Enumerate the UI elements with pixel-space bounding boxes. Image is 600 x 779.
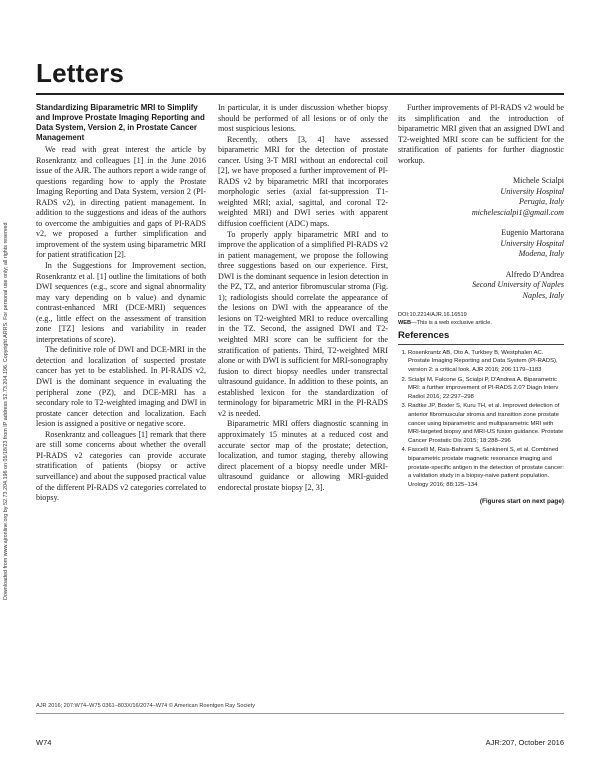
author-email[interactable]: michelescialpi1@gmail.com [471, 207, 564, 217]
reference-item: 2. Scialpi M, Falcone G, Scialpi P, D'Andrea A. Biparametric MRI: a further improvement of PI-RADS 2.0? Diagn Interv Radiol 2016; 22:297–298 [408, 376, 564, 402]
doi-block [398, 311, 564, 327]
footer-rule [36, 713, 564, 714]
reference-item: 1. Rosenkrantz AB, Oto A, Turkbey B, Westphalen AC. Prostate Imaging Reporting and Data System (PI-RADS), version 2: a critical look. AJR 2016; 206:1179–1183 [408, 349, 564, 375]
download-watermark [3, 130, 15, 600]
author-signature [398, 176, 564, 218]
paragraph: To properly apply biparametric MRI and to improve the application of a simplified PI-RADS v2 in patient management, we propose the following three suggestions based on our experience. First, DWI is the dominant sequence in lesion detection in the PZ, TZ, and anterior fibromuscular stroma (Fig. 1); radiologists should correlate the appearance of the lesions on DWI with the appearance of the lesions on T2-weighted MRI to reduce overcalling in the TZ. Second, the assigned DWI and T2-weighted MRI score can be sufficient for the stratification of patients. Third, T2-weighted MRI alone or with DWI is sufficient for MRI-sonography fusion to direct biopsy needles under transrectal ultrasound guidance. In addition to these points, an established lexicon for the standardization of terminology for biparametric MRI in the PI-RADS v2 is needed. [218, 229, 389, 418]
column-3 [398, 103, 564, 508]
paragraph: Biparametric MRI offers diagnostic scanning in approximately 15 minutes at a reduced cost and accurate sector map of the prostate; detection, localization, and tumor staging, thereby allowing direct placement of a biopsy needle under MRI-ultrasound guidance or allowing MRI-guided endorectal prostate biopsy [2, 3]. [218, 419, 388, 492]
web-text: —This is a web exclusive article. [411, 320, 492, 327]
author-name: Alfredo D'Andrea [505, 269, 564, 279]
paragraph: We read with great interest the article by Rosenkrantz and colleagues [1] in the June 2016 issue of the AJR. The authors report a wide range of questions regarding how to apply the Prostate Imaging Reporting and Data System, version 2 (PI-RADS v2), in directing patient management. In addition to the suggestions and ideas of the authors to overcome the ambiguities and gaps of PI-RADS v2, we proposed a further simplification and improvement of the system using biparametric MRI for patient stratification [2]. [36, 145, 206, 260]
doi-text[interactable]: DOI:10.2214/AJR.16.16519 [398, 312, 467, 319]
author-city: Naples, Italy [522, 290, 564, 300]
author-name: Michele Scialpi [512, 176, 564, 186]
column-1 [36, 103, 206, 504]
author-institution: University Hospital [500, 238, 564, 248]
paragraph: In the Suggestions for Improvement section, Rosenkrantz et al. [1] outline the limitations of both DWI sequences (e.g., score and signal abnormality may vary depending on b value) and dynamic contrast-enhanced MRI (DCE-MRI) sequences (e.g., little effect on the assessment of transition zone [TZ] lesions and variability in reader interpretations of score). [36, 261, 206, 344]
author-institution: Second University of Naples [472, 280, 564, 290]
paragraph: Rosenkrantz and colleagues [1] remark that there are still some concerns about whether the overall PI-RADS v2 categories can provide accurate stratification of patients (biopsy or active surveillance) and about the supposed practical value of the different PI-RADS v2 categories correlated to biopsy. [36, 429, 206, 503]
author-city: Modena, Italy [518, 249, 564, 259]
section-heading: Letters [36, 58, 125, 88]
web-label: WEB [398, 320, 412, 327]
author-signature [398, 270, 564, 302]
author-signature [398, 228, 564, 260]
paragraph: In particular, it is under discussion whether biopsy should be performed of all lesions or of only the most suspicious lesions. [218, 103, 388, 134]
citation-line: AJR 2016; 207:W74–W75 0361–803X/16/2074–W74 © American Roentgen Ray Society [36, 703, 255, 709]
reference-item: 4. Fascelli M, Rais-Bahrami S, Sankineni S, et al. Combined biparametric prostate magnetic resonance imaging and prostate-specific antigen in the detection of prostate cancer: a validation study in a biopsy-naive patient population. Urology 2016; 88:125–134 [408, 446, 564, 489]
continued-note: (Figures start on next page) [479, 498, 564, 506]
reference-item: 3. Radtke JP, Boxler S, Kuru TH, et al. Improved detection of anterior fibromuscular stroma and transition zone prostate cancer using biparametric and multiparametric MRI with MRI-targeted biopsy and MRI-US fusion guidance. Prostate Cancer Prostatic Dis 2015; 18:288–296 [408, 402, 564, 445]
download-note: Downloaded from www.ajronline.org by 52.73.204.196 on 05/18/23 from IP address 52.73.204.196. Copyright ARRS. For personal use only; all rights reserved [3, 222, 9, 600]
author-city: Perugia, Italy [519, 197, 564, 207]
paragraph: The definitive role of DWI and DCE-MRI in the detection and localization of suspected prostate cancer has yet to be established. In PI-RADS v2, DWI is the dominant sequence in evaluating the peripheral zone (PZ), and DCE-MRI has a secondary role to T2-weighted imaging and DWI in prostate cancer detection and localization. Each lesion is assigned a positive or negative score. [36, 345, 206, 429]
reference-list [398, 349, 564, 490]
paragraph: Recently, others [3, 4] have assessed biparametric MRI for the detection of prostate cancer. Using 3-T MRI without an endorectal coil [2], we have proposed a further improvement of PI-RADS v2 by biparametric MRI that incorporates morphologic series (axial fat-suppression T1-weighted MRI; axial, sagittal, and coronal T2-weighted MRI) and DWI series with apparent diffusion coefficient (ADC) maps. [218, 134, 388, 229]
author-institution: University Hospital [500, 186, 564, 196]
references-heading: References [398, 331, 564, 345]
paragraph: Further improvements of PI-RADS v2 would be its simplification and the introduction of biparametric MRI given that an assigned DWI and T2-weighted MRI score can be sufficient for the stratification of patients for further diagnostic workup. [398, 103, 564, 165]
heading-rule [36, 93, 564, 95]
column-2 [218, 103, 388, 493]
letter-title: Standardizing Biparametric MRI to Simplify and Improve Prostate Imaging Reporting and Data System, Version 2, in Prostate Cancer Management [36, 103, 205, 142]
journal-issue: AJR:207, October 2016 [485, 738, 564, 747]
author-name: Eugenio Martorana [501, 228, 564, 238]
page-number: W74 [36, 738, 52, 747]
web-note [398, 319, 564, 327]
